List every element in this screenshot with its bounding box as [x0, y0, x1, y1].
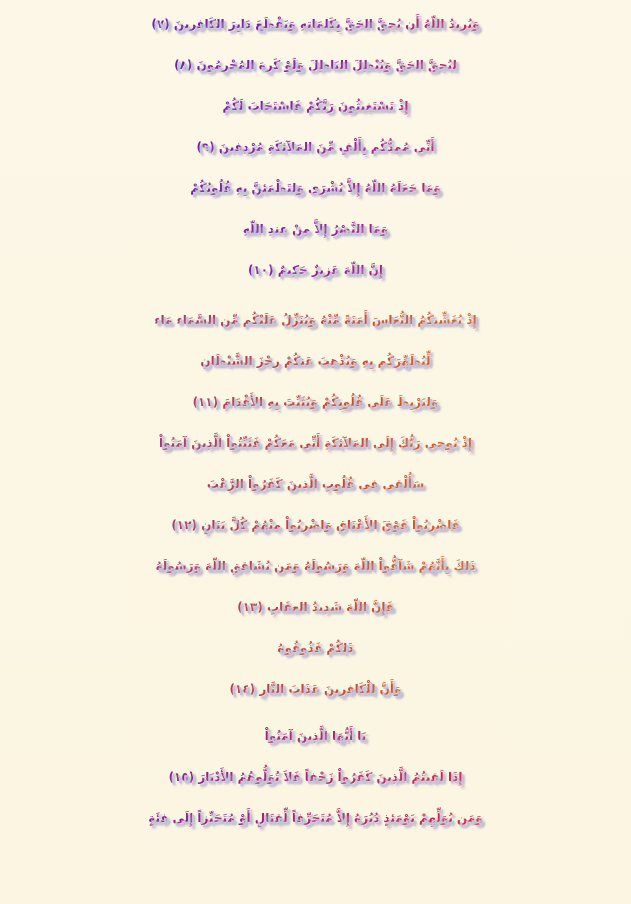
verse-line: وَمَا النَّصْرُ إِلاَّ مِنْ عِندِ اللّهِ: [0, 209, 631, 250]
verse-line: وَيُرِيدُ اللّهُ أَن يُحِقَّ الحَقَّ بِكَلِمَاتِهِ وَيَقْطَعَ دَابِرَ الكَافِرِينَ (٧): [0, 4, 631, 45]
verse-line: وَمَا جَعَلَهُ اللّهُ إِلاَّ بُشْرَى وَلِتَطْمَئِنَّ بِهِ قُلُوبُكُمْ: [0, 168, 631, 209]
verse-line: إِنَّ اللّهَ عَزِيزٌ حَكِيمٌ (١٠): [0, 250, 631, 291]
verse-line: إِذْ تَسْتَغِيثُونَ رَبَّكُمْ فَاسْتَجَابَ لَكُمْ: [0, 86, 631, 127]
verse-line: ذَلِكَ بِأَنَّهُمْ شَآقُّواْ اللّهَ وَرَسُولَهُ وَمَن يُشَاقِقِ اللّهَ وَرَسُولَهُ: [0, 546, 631, 587]
verse-line: فَإِنَّ اللّهَ شَدِيدُ العِقَابِ (١٣): [0, 587, 631, 628]
verse-line: يَا أَيُّهَا الَّذِينَ آمَنُواْ: [0, 716, 631, 757]
verse-line: وَأَنَّ لِلْكَافِرِينَ عَذَابَ النَّارِ (١٤): [0, 669, 631, 710]
verse-line: إِذَا لَقِيتُمُ الَّذِينَ كَفَرُواْ زَحْفاً فَلاَ تُوَلُّوهُمُ الأَدْبَارَ (١٥): [0, 757, 631, 798]
verse-line: إِذْ يُوحِي رَبُّكَ إِلَى المَلآئِكَةِ أَنِّي مَعَكُمْ فَثَبِّتُواْ الَّذِينَ آمَنُواْ: [0, 423, 631, 464]
verse-group-3: [0, 716, 631, 839]
verse-line: لِّيُطَهِّرَكُم بِهِ وَيُذْهِبَ عَنكُمْ رِجْزَ الشَّيْطَانِ: [0, 341, 631, 382]
verse-line: ذَلِكُمْ فَذُوقُوهُ: [0, 628, 631, 669]
verse-line: وَلِيَرْبِطَ عَلَى قُلُوبِكُمْ وَيُثَبِّتَ بِهِ الأَقْدَامَ (١١): [0, 382, 631, 423]
verse-line: سَأُلْقِي فِي قُلُوبِ الَّذِينَ كَفَرُواْ الرَّعْبَ: [0, 464, 631, 505]
verse-line: فَاضْرِبُواْ فَوْقَ الأَعْنَاقِ وَاضْرِبُواْ مِنْهُمْ كُلَّ بَنَانٍ (١٢): [0, 505, 631, 546]
spacer: [0, 291, 631, 300]
verse-line: إِذْ يُغَشِّيكُمُ النُّعَاسَ أَمَنَةً مِّنْهُ وَيُنَزِّلُ عَلَيْكُم مِّن السَّمَاء مَاء: [0, 300, 631, 341]
verse-line: وَمَن يُوَلِّهِمْ يَوْمَئِذٍ دُبُرَهُ إِلاَّ مُتَحَرِّفاً لِّقِتَالٍ أَوْ مُتَحَيِّزاً إِلَى فِئَةٍ: [0, 798, 631, 839]
verse-group-1: [0, 4, 631, 291]
verse-line: أَنِّي مُمِدُّكُم بِأَلْفٍ مِّنَ المَلآئِكَةِ مُرْدِفِينَ (٩): [0, 127, 631, 168]
verse-group-2: [0, 300, 631, 710]
verse-line: لِيُحِقَّ الحَقَّ وَيُبْطِلَ البَاطِلَ وَلَوْ كَرِهَ المُجْرِمُونَ (٨): [0, 45, 631, 86]
